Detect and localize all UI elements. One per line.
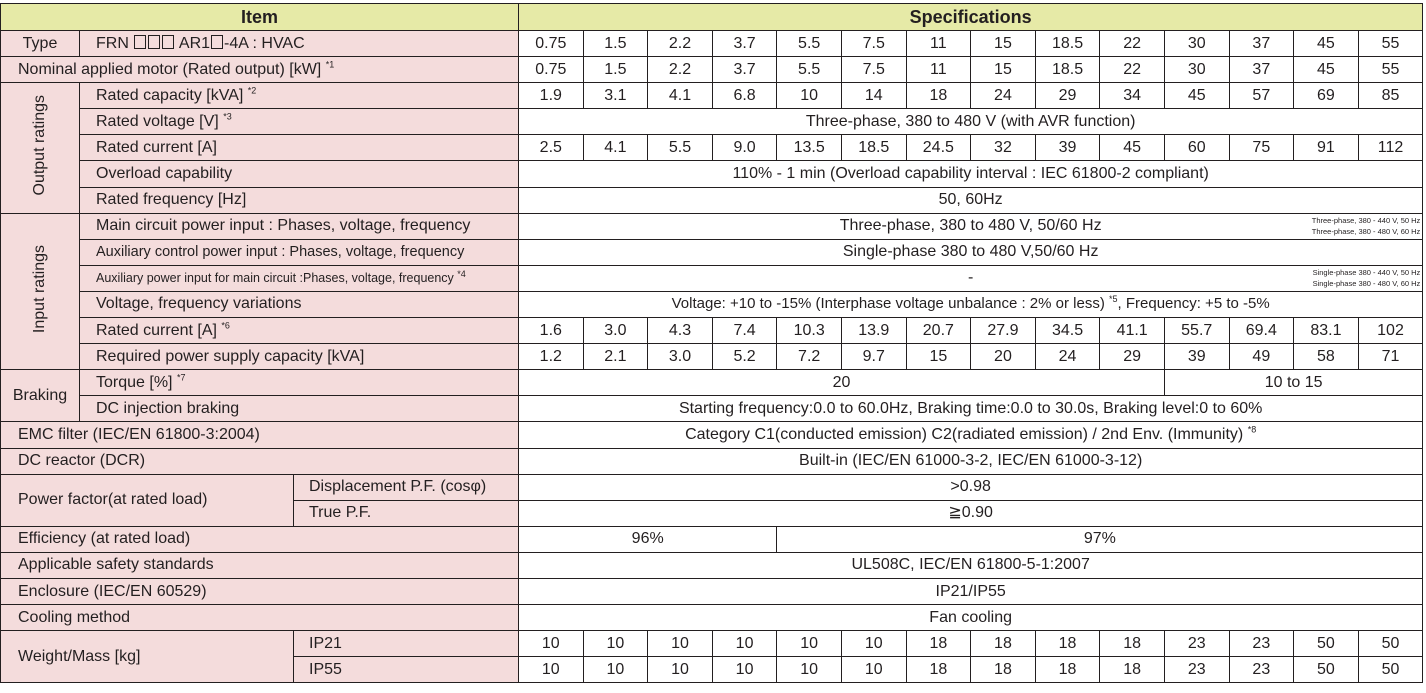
overload-row — [1, 161, 1423, 187]
model-box-icon — [162, 35, 174, 49]
capacity-value: 3.1 — [583, 83, 648, 109]
motor-value: 3.7 — [712, 57, 777, 83]
torque-row — [1, 370, 1423, 396]
variations-value — [519, 291, 1423, 317]
aux-main-row — [1, 265, 1423, 291]
motor-value: 45 — [1294, 57, 1359, 83]
input-current-value: 10.3 — [777, 318, 842, 344]
efficiency-value-high: 97% — [777, 526, 1423, 552]
type-model — [80, 31, 519, 57]
weight-ip21-value: 10 — [583, 631, 648, 657]
input-current-value: 34.5 — [1035, 318, 1100, 344]
capacity-value: 1.9 — [519, 83, 584, 109]
model-mid: AR1 — [178, 34, 211, 52]
footnote-mark: *1 — [325, 59, 335, 70]
dcr-label: DC reactor (DCR) — [1, 448, 519, 474]
supply-capacity-value: 3.0 — [648, 344, 713, 370]
supply-capacity-value: 20 — [971, 344, 1036, 370]
emc-text: Category C1(conducted emission) C2(radiated emission) / 2nd Env. (Immunity) — [685, 425, 1244, 443]
type-value: 2.2 — [648, 31, 713, 57]
input-ratings-group — [1, 213, 80, 370]
output-current-value: 91 — [1294, 135, 1359, 161]
emc-row — [1, 422, 1423, 448]
model-prefix: FRN — [96, 34, 129, 52]
efficiency-value-low: 96% — [519, 526, 777, 552]
torque-value-low: 20 — [519, 370, 1165, 396]
main-circuit-text: Three-phase, 380 to 480 V, 50/60 Hz — [839, 217, 1102, 235]
input-current-value: 41.1 — [1100, 318, 1165, 344]
input-current-value: 3.0 — [583, 318, 648, 344]
footnote-mark: *2 — [247, 85, 257, 96]
model-box-icon — [148, 35, 160, 49]
safety-row — [1, 552, 1423, 578]
variations-row — [1, 291, 1423, 317]
cooling-value: Fan cooling — [519, 605, 1423, 631]
enclosure-label: Enclosure (IEC/EN 60529) — [1, 578, 519, 604]
aux-main-text: Auxiliary power input for main circuit :Phases, voltage, frequency — [96, 271, 454, 286]
capacity-value: 57 — [1229, 83, 1294, 109]
header-row — [1, 4, 1423, 31]
output-current-value: 60 — [1164, 135, 1229, 161]
footnote-mark: *5 — [1109, 294, 1118, 305]
rated-capacity-text: Rated capacity [kVA] — [96, 86, 244, 104]
type-value: 0.75 — [519, 31, 584, 57]
efficiency-label: Efficiency (at rated load) — [1, 526, 519, 552]
weight-ip55-value: 18 — [1035, 657, 1100, 683]
output-current-value: 5.5 — [648, 135, 713, 161]
displacement-pf-row — [1, 474, 1423, 500]
type-value: 37 — [1229, 31, 1294, 57]
input-current-row — [1, 318, 1423, 344]
capacity-value: 10 — [777, 83, 842, 109]
supply-capacity-label: Required power supply capacity [kVA] — [80, 344, 519, 370]
aux-main-dash: - — [967, 269, 974, 287]
main-circuit-side-note — [1312, 215, 1421, 238]
side-note-line: Single-phase 380 - 440 V, 50 Hz — [1312, 267, 1421, 277]
rated-voltage-label — [80, 109, 519, 135]
dcr-row — [1, 448, 1423, 474]
output-voltage-row — [1, 109, 1423, 135]
output-ratings-label: Output ratings — [31, 95, 48, 196]
footnote-mark: *4 — [457, 269, 466, 280]
rated-frequency-value: 50, 60Hz — [519, 187, 1423, 213]
capacity-value: 69 — [1294, 83, 1359, 109]
emc-value — [519, 422, 1423, 448]
input-current-value: 13.9 — [841, 318, 906, 344]
weight-ip21-value: 10 — [648, 631, 713, 657]
output-current-value: 18.5 — [841, 135, 906, 161]
type-value: 55 — [1358, 31, 1423, 57]
output-current-value: 2.5 — [519, 135, 584, 161]
supply-capacity-value: 5.2 — [712, 344, 777, 370]
weight-ip55-value: 10 — [648, 657, 713, 683]
type-value: 15 — [971, 31, 1036, 57]
weight-ip21-value: 18 — [906, 631, 971, 657]
weight-ip55-value: 50 — [1358, 657, 1423, 683]
enclosure-value: IP21/IP55 — [519, 578, 1423, 604]
type-value: 30 — [1164, 31, 1229, 57]
model-box-icon — [211, 35, 223, 49]
footnote-mark: *8 — [1247, 424, 1257, 435]
safety-label: Applicable safety standards — [1, 552, 519, 578]
capacity-value: 29 — [1035, 83, 1100, 109]
input-current-value: 4.3 — [648, 318, 713, 344]
rated-frequency-row — [1, 187, 1423, 213]
motor-value: 7.5 — [841, 57, 906, 83]
motor-value: 30 — [1164, 57, 1229, 83]
supply-capacity-value: 58 — [1294, 344, 1359, 370]
supply-capacity-value: 71 — [1358, 344, 1423, 370]
rated-voltage-value: Three-phase, 380 to 480 V (with AVR function) — [519, 109, 1423, 135]
weight-ip55-value: 10 — [583, 657, 648, 683]
output-current-value: 4.1 — [583, 135, 648, 161]
input-current-value: 27.9 — [971, 318, 1036, 344]
safety-value: UL508C, IEC/EN 61800-5-1:2007 — [519, 552, 1423, 578]
spec-table-wrap — [0, 3, 1423, 683]
supply-capacity-value: 39 — [1164, 344, 1229, 370]
type-label: Type — [1, 31, 80, 57]
dc-braking-row — [1, 396, 1423, 422]
weight-ip21-value: 10 — [841, 631, 906, 657]
rated-frequency-label: Rated frequency [Hz] — [80, 187, 519, 213]
capacity-value: 24 — [971, 83, 1036, 109]
capacity-value: 6.8 — [712, 83, 777, 109]
motor-value: 1.5 — [583, 57, 648, 83]
weight-ip21-value: 18 — [1035, 631, 1100, 657]
weight-ip21-value: 23 — [1229, 631, 1294, 657]
motor-row — [1, 57, 1423, 83]
weight-ip21-value: 23 — [1164, 631, 1229, 657]
type-value: 45 — [1294, 31, 1359, 57]
motor-value: 0.75 — [519, 57, 584, 83]
output-current-value: 39 — [1035, 135, 1100, 161]
true-pf-value: ≧0.90 — [519, 500, 1423, 526]
capacity-value: 45 — [1164, 83, 1229, 109]
aux-control-row — [1, 239, 1423, 265]
input-current-value: 102 — [1358, 318, 1423, 344]
output-current-value: 75 — [1229, 135, 1294, 161]
spec-table — [0, 3, 1423, 683]
model-suffix: -4A : HVAC — [224, 34, 305, 52]
type-value: 5.5 — [777, 31, 842, 57]
weight-ip21-label: IP21 — [294, 631, 519, 657]
supply-capacity-value: 29 — [1100, 344, 1165, 370]
input-current-text: Rated current [A] — [96, 321, 217, 339]
cooling-label: Cooling method — [1, 605, 519, 631]
dcr-value: Built-in (IEC/EN 61000-3-2, IEC/EN 61000-3-12) — [519, 448, 1423, 474]
input-ratings-label: Input ratings — [31, 244, 48, 333]
motor-value: 18.5 — [1035, 57, 1100, 83]
supply-capacity-value: 7.2 — [777, 344, 842, 370]
overload-value: 110% - 1 min (Overload capability interval : IEC 61800-2 compliant) — [519, 161, 1423, 187]
footnote-mark: *3 — [223, 111, 232, 122]
true-pf-label: True P.F. — [294, 500, 519, 526]
weight-ip55-value: 10 — [841, 657, 906, 683]
supply-capacity-value: 24 — [1035, 344, 1100, 370]
main-circuit-value — [519, 213, 1423, 239]
supply-capacity-value: 49 — [1229, 344, 1294, 370]
type-value: 3.7 — [712, 31, 777, 57]
input-current-value: 55.7 — [1164, 318, 1229, 344]
emc-label: EMC filter (IEC/EN 61800-3:2004) — [1, 422, 519, 448]
capacity-value: 34 — [1100, 83, 1165, 109]
main-circuit-row — [1, 213, 1423, 239]
type-row — [1, 31, 1423, 57]
weight-ip55-value: 18 — [906, 657, 971, 683]
weight-ip55-value: 50 — [1294, 657, 1359, 683]
dc-braking-label: DC injection braking — [80, 396, 519, 422]
footnote-mark: *7 — [176, 372, 186, 383]
input-current-value: 1.6 — [519, 318, 584, 344]
output-current-value: 13.5 — [777, 135, 842, 161]
power-factor-label: Power factor(at rated load) — [1, 474, 294, 526]
type-value: 7.5 — [841, 31, 906, 57]
side-note-line: Single-phase 380 - 480 V, 60 Hz — [1312, 279, 1421, 289]
capacity-value: 18 — [906, 83, 971, 109]
type-value: 11 — [906, 31, 971, 57]
weight-ip21-value: 10 — [777, 631, 842, 657]
output-current-value: 112 — [1358, 135, 1423, 161]
motor-value: 5.5 — [777, 57, 842, 83]
torque-value-high: 10 to 15 — [1164, 370, 1422, 396]
weight-ip21-row — [1, 631, 1423, 657]
output-current-value: 32 — [971, 135, 1036, 161]
displacement-pf-label: Displacement P.F. (cosφ) — [294, 474, 519, 500]
output-ratings-group — [1, 83, 80, 213]
output-current-value: 45 — [1100, 135, 1165, 161]
supply-capacity-value: 1.2 — [519, 344, 584, 370]
torque-text: Torque [%] — [96, 373, 173, 391]
model-box-icon — [134, 35, 146, 49]
motor-value: 2.2 — [648, 57, 713, 83]
weight-ip55-label: IP55 — [294, 657, 519, 683]
type-value: 1.5 — [583, 31, 648, 57]
weight-ip21-value: 18 — [971, 631, 1036, 657]
aux-main-label — [80, 265, 519, 291]
input-current-label — [80, 318, 519, 344]
weight-ip55-value: 18 — [1100, 657, 1165, 683]
input-current-value: 20.7 — [906, 318, 971, 344]
weight-ip21-value: 10 — [712, 631, 777, 657]
motor-value: 22 — [1100, 57, 1165, 83]
variations-label: Voltage, frequency variations — [80, 291, 519, 317]
capacity-value: 14 — [841, 83, 906, 109]
motor-value: 15 — [971, 57, 1036, 83]
input-current-value: 7.4 — [712, 318, 777, 344]
braking-group: Braking — [1, 370, 80, 422]
weight-ip55-value: 10 — [519, 657, 584, 683]
weight-ip21-value: 50 — [1358, 631, 1423, 657]
side-note-line: Three-phase, 380 - 440 V, 50 Hz — [1311, 215, 1421, 225]
weight-ip55-value: 10 — [777, 657, 842, 683]
enclosure-row — [1, 578, 1423, 604]
displacement-pf-value: >0.98 — [519, 474, 1423, 500]
aux-control-label: Auxiliary control power input : Phases, voltage, frequency — [80, 239, 519, 265]
weight-ip55-value: 23 — [1164, 657, 1229, 683]
overload-label: Overload capability — [80, 161, 519, 187]
variations-text: Voltage: +10 to -15% (Interphase voltage unbalance : 2% or less) — [671, 295, 1105, 313]
rated-capacity-label — [80, 83, 519, 109]
weight-ip55-value: 18 — [971, 657, 1036, 683]
output-current-value: 24.5 — [906, 135, 971, 161]
aux-main-side-note — [1313, 267, 1421, 290]
type-value: 22 — [1100, 31, 1165, 57]
supply-capacity-row — [1, 344, 1423, 370]
weight-ip21-value: 50 — [1294, 631, 1359, 657]
efficiency-row — [1, 526, 1423, 552]
supply-capacity-value: 9.7 — [841, 344, 906, 370]
rated-voltage-text: Rated voltage [V] — [96, 112, 219, 130]
output-current-value: 9.0 — [712, 135, 777, 161]
supply-capacity-value: 15 — [906, 344, 971, 370]
cooling-row — [1, 605, 1423, 631]
motor-value: 37 — [1229, 57, 1294, 83]
footnote-mark: *6 — [221, 320, 230, 331]
main-circuit-label: Main circuit power input : Phases, voltage, frequency — [80, 213, 519, 239]
motor-label — [1, 57, 519, 83]
output-current-row — [1, 135, 1423, 161]
capacity-value: 85 — [1358, 83, 1423, 109]
specifications-header: Specifications — [519, 4, 1423, 31]
aux-control-value: Single-phase 380 to 480 V,50/60 Hz — [519, 239, 1423, 265]
input-current-value: 83.1 — [1294, 318, 1359, 344]
supply-capacity-value: 2.1 — [583, 344, 648, 370]
output-capacity-row — [1, 83, 1423, 109]
aux-main-value — [519, 265, 1423, 291]
motor-label-text: Nominal applied motor (Rated output) [kW] — [18, 60, 322, 78]
variations-frequency-text: , Frequency: +5 to -5% — [1117, 295, 1270, 313]
weight-ip55-value: 23 — [1229, 657, 1294, 683]
dc-braking-value: Starting frequency:0.0 to 60.0Hz, Braking time:0.0 to 30.0s, Braking level:0 to 60% — [519, 396, 1423, 422]
weight-label: Weight/Mass [kg] — [1, 631, 294, 683]
side-note-line: Three-phase, 380 - 480 V, 60 Hz — [1311, 227, 1421, 237]
weight-ip21-value: 18 — [1100, 631, 1165, 657]
weight-ip55-value: 10 — [712, 657, 777, 683]
input-current-value: 69.4 — [1229, 318, 1294, 344]
output-current-label: Rated current [A] — [80, 135, 519, 161]
motor-value: 11 — [906, 57, 971, 83]
type-value: 18.5 — [1035, 31, 1100, 57]
capacity-value: 4.1 — [648, 83, 713, 109]
weight-ip21-value: 10 — [519, 631, 584, 657]
torque-label — [80, 370, 519, 396]
item-header: Item — [1, 4, 519, 31]
motor-value: 55 — [1358, 57, 1423, 83]
